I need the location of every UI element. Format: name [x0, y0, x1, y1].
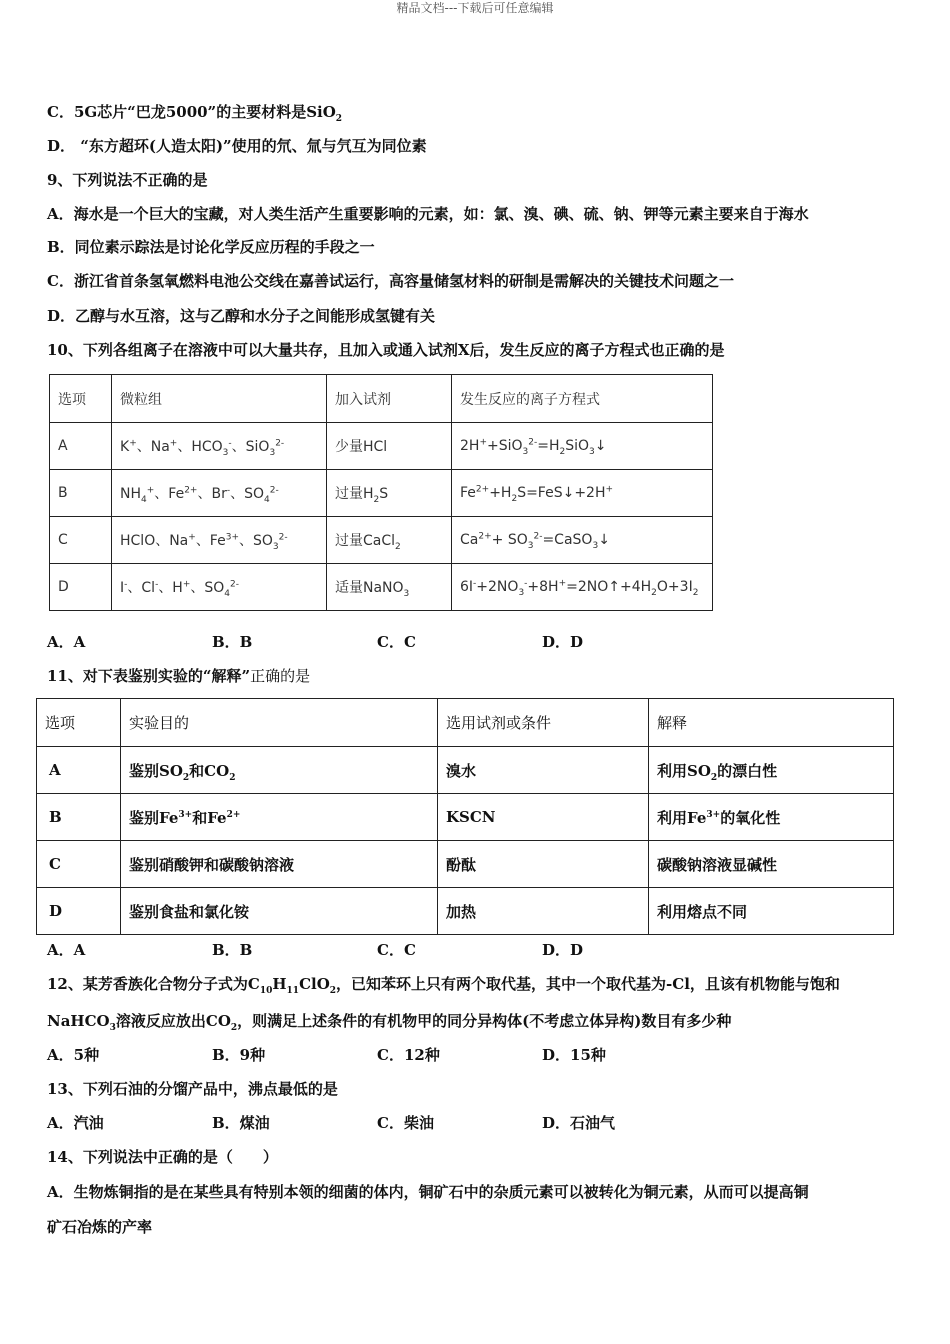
q10-header-cell: 加入试剂 — [327, 375, 452, 423]
q8-option-c: C．5G芯片“巴龙5000”的主要材料是SiO$_2$ — [47, 103, 343, 124]
q10-reagent-cell: 过量CaCl$_2$ — [327, 517, 452, 564]
q11-explanation-cell: 利用$SO_2$的漂白性 — [649, 747, 894, 794]
q11-explanation-cell: 利用$Fe^{3+}$的氧化性 — [649, 794, 894, 841]
q11-option-c: C．C — [377, 941, 416, 959]
q10-reagent-cell: 少量HCl — [327, 423, 452, 470]
q10-header-cell: 选项 — [50, 375, 112, 423]
q11-reagent-cell: 酚酞 — [438, 841, 649, 888]
q10-reagent-cell: 过量$H_2S$ — [327, 470, 452, 517]
q9-stem: 9、下列说法不正确的是 — [47, 171, 208, 189]
table-row — [37, 888, 894, 935]
q11-option-cell: B — [37, 794, 121, 841]
q10-table — [49, 374, 713, 611]
q11-stem: 11、对下表鉴别实验的“解释”正确的是 — [47, 667, 311, 685]
q10-option-c: C．C — [377, 633, 416, 651]
q10-particles-cell: $NH_4^+$、$Fe^{2+}$、Br-、$SO_4^{2-}$ — [112, 470, 327, 517]
q10-equation-cell: $Fe^{2+}+H_2S=FeS↓+2H^+$ — [452, 470, 713, 517]
q14-option-a-line2: 矿石冶炼的产率 — [47, 1218, 153, 1236]
q10-reagent-cell: 适量NaNO$_3$ — [327, 564, 452, 611]
q13-option-b: B．煤油 — [212, 1114, 270, 1132]
q11-option-b: B．B — [212, 941, 253, 959]
q11-aim-cell: 鉴别食盐和氯化铵 — [121, 888, 438, 935]
q10-options — [47, 632, 707, 652]
q12-option-d: D．15种 — [542, 1046, 606, 1064]
table-row — [50, 423, 713, 470]
q10-particles-cell: I-、Cl-、H+、$SO_4^{2-}$ — [112, 564, 327, 611]
q10-equation-cell: $Ca^{2+}+$ $SO_3^{2-}=CaSO_3↓$ — [452, 517, 713, 564]
q11-aim-cell: 鉴别$SO_2$和$CO_2$ — [121, 747, 438, 794]
q11-option-cell: D — [37, 888, 121, 935]
q12-stem-line1: 12、某芳香族化合物分子式为$C_{10}H_{11}ClO_2$，已知苯环上只有两个取代基，其中一个取代基为-Cl，且该有机物能与饱和 — [47, 975, 840, 996]
q11-header-cell: 选用试剂或条件 — [438, 699, 649, 747]
table-row — [37, 841, 894, 888]
q11-option-cell: C — [37, 841, 121, 888]
q13-options — [47, 1113, 707, 1133]
q13-stem: 13、下列石油的分馏产品中，沸点最低的是 — [47, 1080, 338, 1098]
q11-options — [47, 940, 707, 960]
q14-stem: 14、下列说法中正确的是（ ） — [47, 1148, 278, 1166]
q11-option-cell: A — [37, 747, 121, 794]
q11-explanation-cell: 利用熔点不同 — [649, 888, 894, 935]
q10-stem: 10、下列各组离子在溶液中可以大量共存，且加入或通入试剂X后，发生反应的离子方程式也正确的是 — [47, 341, 725, 359]
q11-header-cell: 选项 — [37, 699, 121, 747]
q11-table — [36, 698, 894, 935]
q11-reagent-cell: 加热 — [438, 888, 649, 935]
q10-option-b: B．B — [212, 633, 253, 651]
table-row — [37, 747, 894, 794]
q9-option-a: A．海水是一个巨大的宝藏，对人类生活产生重要影响的元素，如：氯、溴、碘、硫、钠、钾等元素主要来自于海水 — [47, 205, 809, 223]
q9-option-c: C．浙江省首条氢氧燃料电池公交线在嘉善试运行，高容量储氢材料的研制是需解决的关键技术问题之一 — [47, 272, 734, 290]
q10-header-cell: 发生反应的离子方程式 — [452, 375, 713, 423]
q9-option-d: D．乙醇与水互溶，这与乙醇和水分子之间能形成氢键有关 — [47, 307, 436, 325]
q14-option-a-line1: A．生物炼铜指的是在某些具有特别本领的细菌的体内，铜矿石中的杂质元素可以被转化为铜元素，从而可以提高铜 — [47, 1183, 809, 1201]
q10-option-cell: B — [50, 470, 112, 517]
q10-option-a: A．A — [47, 633, 86, 651]
q11-explanation-cell: 碳酸钠溶液显碱性 — [649, 841, 894, 888]
q10-header-cell: 微粒组 — [112, 375, 327, 423]
q10-particles-cell: HClO、Na+、$Fe^{3+}$、$SO_3^{2-}$ — [112, 517, 327, 564]
q13-option-a: A．汽油 — [47, 1114, 104, 1132]
q12-option-c: C．12种 — [377, 1046, 440, 1064]
q11-reagent-cell: KSCN — [438, 794, 649, 841]
q11-option-d: D．D — [542, 941, 584, 959]
q8-option-d: D． “东方超环(人造太阳)”使用的氘、氚与氕互为同位素 — [47, 137, 427, 155]
page-header: 精品文档---下载后可任意编辑 — [396, 1, 554, 15]
q10-option-cell: A — [50, 423, 112, 470]
q11-option-a: A．A — [47, 941, 86, 959]
q10-option-cell: D — [50, 564, 112, 611]
q11-header-cell: 实验目的 — [121, 699, 438, 747]
q13-option-d: D．石油气 — [542, 1114, 616, 1132]
table-row — [37, 794, 894, 841]
q11-aim-cell: 鉴别$Fe^{3+}$和$Fe^{2+}$ — [121, 794, 438, 841]
q10-equation-cell: $6I^-+2NO_3^-+8H^+=2NO↑+4H_2O+3I_2$ — [452, 564, 713, 611]
table-row — [50, 470, 713, 517]
q9-option-b: B．同位素示踪法是讨论化学反应历程的手段之一 — [47, 238, 375, 256]
q12-options — [47, 1045, 707, 1065]
q11-header-cell: 解释 — [649, 699, 894, 747]
q12-stem-line2: NaHCO$_3$溶液反应放出$CO_2$，则满足上述条件的有机物甲的同分异构体(不考虑立体异构)数目有多少种 — [47, 1012, 732, 1033]
q13-option-c: C．柴油 — [377, 1114, 434, 1132]
q11-reagent-cell: 溴水 — [438, 747, 649, 794]
table-row — [50, 517, 713, 564]
q10-option-cell: C — [50, 517, 112, 564]
q10-equation-cell: $2H^++SiO_3^{2-}=H_2SiO_3↓$ — [452, 423, 713, 470]
q11-aim-cell: 鉴别硝酸钾和碳酸钠溶液 — [121, 841, 438, 888]
q12-option-a: A．5种 — [47, 1046, 100, 1064]
q10-option-d: D．D — [542, 633, 584, 651]
table-row — [50, 564, 713, 611]
q12-option-b: B．9种 — [212, 1046, 266, 1064]
q10-particles-cell: K+、Na+、$HCO_3^-$、SiO$_3^{2-}$ — [112, 423, 327, 470]
